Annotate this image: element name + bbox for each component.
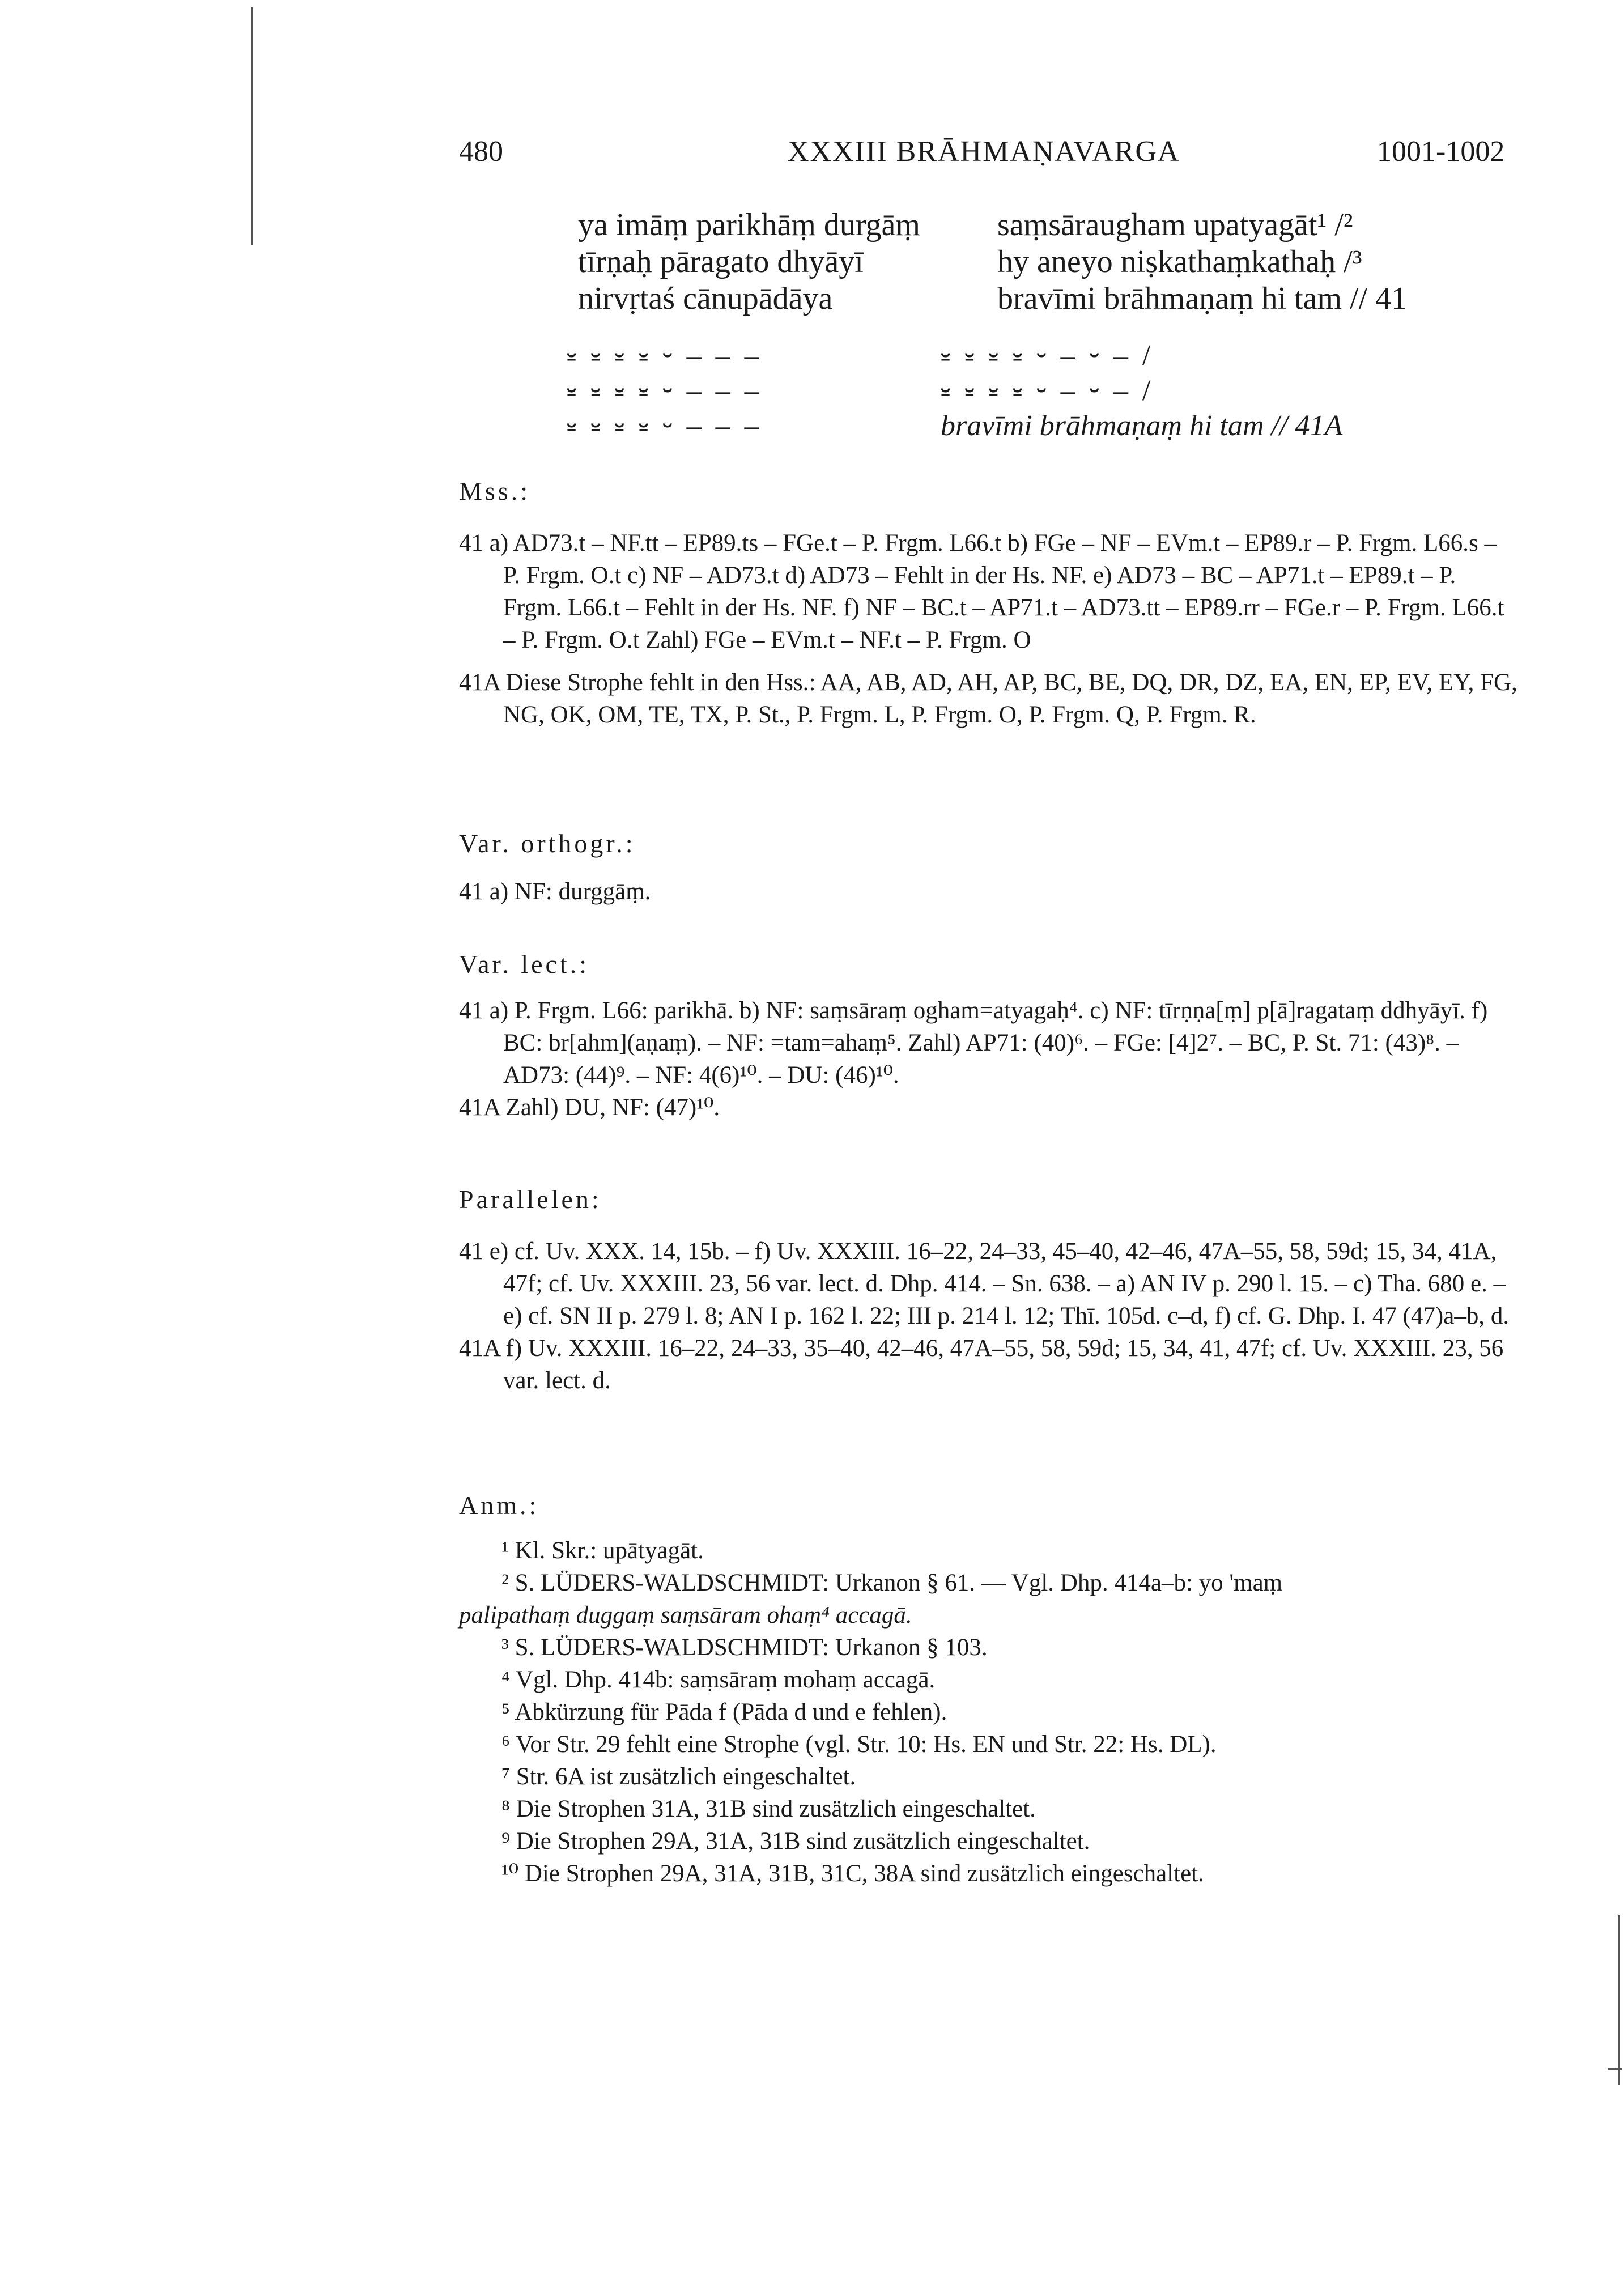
footnote: ⁷ Str. 6A ist zusätzlich eingeschaltet.	[501, 1763, 856, 1790]
verse-line: tīrṇaḥ pāragato dhyāyī hy aneyo niṣkathaṃkathaḥ /³	[578, 244, 1362, 279]
footnote: ⁵ Abkürzung für Pāda f (Pāda d und e fehlen).	[501, 1699, 947, 1725]
meter-line: ⏓ ⏓ ⏓ ⏓ ⏑ – – – bravīmi brāhmaṇaṃ hi tam // 41A	[567, 410, 1343, 442]
var-orthogr-block	[459, 875, 1519, 908]
parallelen-block	[459, 1235, 1519, 1397]
page-title: XXXIII BRĀHMAṆAVARGA	[788, 135, 1180, 168]
mss-41a: 41A Diese Strophe fehlt in den Hss.: AA, AB, AD, AH, AP, BC, BE, DQ, DR, DZ, EA, EN, EP, EV, EY, FG, NG, OK, OM, TE, TX, P. St., P. Frgm. L, P. Frgm. O, P. Frgm. Q, P. Frgm. R.	[459, 669, 1517, 728]
verse-line: nirvṛtaś cānupādāya bravīmi brāhmaṇaṃ hi tam // 41	[578, 281, 1408, 316]
scan-edge-mark	[251, 7, 253, 245]
verse-range: 1001-1002	[1377, 135, 1505, 168]
meter-line: ⏓ ⏓ ⏓ ⏓ ⏑ – – – ⏓ ⏓ ⏓ ⏓ ⏑ – ⏑ – /	[567, 375, 1154, 407]
section-heading-anm: Anm.:	[459, 1491, 539, 1520]
verse-line: ya imāṃ parikhāṃ durgāṃ saṃsāraugham upatyagāt¹ /²	[578, 207, 1353, 243]
footnote: ⁸ Die Strophen 31A, 31B sind zusätzlich eingeschaltet.	[501, 1796, 1036, 1822]
scan-edge-mark	[1618, 1915, 1620, 2085]
page-number: 480	[459, 135, 503, 168]
footnote: ¹⁰ Die Strophen 29A, 31A, 31B, 31C, 38A sind zusätzlich eingeschaltet.	[501, 1860, 1204, 1887]
mss-41: 41 a) AD73.t – NF.tt – EP89.ts – FGe.t – P. Frgm. L66.t b) FGe – NF – EVm.t – EP89.r – P. Frgm. L66.s – P. Frgm. O.t c) NF – AD73.t d) AD73 – Fehlt in der Hs. NF. e) AD73 – BC – AP71.t – EP89.t – P. Frgm. L66.t – Fehlt in der Hs. NF. f) NF – BC.t – AP71.t – AD73.tt – EP89.rr – FGe.r – P. Frgm. L66.t – P. Frgm. O.t Zahl) FGe – EVm.t – NF.t – P. Frgm. O	[459, 530, 1504, 653]
footnote: ¹ Kl. Skr.: upātyagāt.	[501, 1537, 704, 1564]
section-heading-parallelen: Parallelen:	[459, 1185, 602, 1214]
section-heading-var-orthogr: Var. orthogr.:	[459, 829, 636, 858]
footnote: ⁴ Vgl. Dhp. 414b: saṃsāraṃ mohaṃ accagā.	[501, 1666, 936, 1693]
section-heading-var-lect: Var. lect.:	[459, 950, 589, 979]
section-heading-mss: Mss.:	[459, 477, 530, 505]
footnote: ⁹ Die Strophen 29A, 31A, 31B sind zusätzlich eingeschaltet.	[501, 1828, 1090, 1855]
mss-block	[459, 527, 1519, 731]
scan-edge-mark	[1608, 2068, 1622, 2070]
var-lect-block	[459, 994, 1519, 1124]
footnote: ² S. LÜDERS-WALDSCHMIDT: Urkanon § 61. — Vgl. Dhp. 414a–b: yo 'maṃ	[501, 1570, 1283, 1596]
footnote-continuation: palipathaṃ duggaṃ saṃsāram ohaṃ⁴ accagā.	[459, 1602, 912, 1629]
footnote: ⁶ Vor Str. 29 fehlt eine Strophe (vgl. Str. 10: Hs. EN und Str. 22: Hs. DL).	[501, 1731, 1217, 1758]
meter-line: ⏓ ⏓ ⏓ ⏓ ⏑ – – – ⏓ ⏓ ⏓ ⏓ ⏑ – ⏑ – /	[567, 339, 1154, 372]
parallelen-41: 41 e) cf. Uv. XXX. 14, 15b. – f) Uv. XXXIII. 16–22, 24–33, 45–40, 42–46, 47A–55, 58, 59d; 15, 34, 41A, 47f; cf. Uv. XXXIII. 23, 56 var. lect. d. Dhp. 414. – Sn. 638. – a) AN IV p. 290 l. 15. – c) Tha. 680 e. – e) cf. SN II p. 279 l. 8; AN I p. 162 l. 22; III p. 214 l. 12; Thī. 105d. c–d, f) cf. G. Dhp. I. 47 (47)a–b, d.	[459, 1238, 1510, 1329]
footnote: ³ S. LÜDERS-WALDSCHMIDT: Urkanon § 103.	[501, 1634, 988, 1661]
var-orthogr-41: 41 a) NF: durggāṃ.	[459, 878, 651, 905]
var-lect-41a: 41A Zahl) DU, NF: (47)¹⁰.	[459, 1094, 720, 1121]
var-lect-41: 41 a) P. Frgm. L66: parikhā. b) NF: saṃsāraṃ ogham=atyagaḥ⁴. c) NF: tīrṇṇa[ṃ] p[ā]ragataṃ ddhyāyī. f) BC: br[ahm](aṇaṃ). – NF: =tam=ahaṃ⁵. Zahl) AP71: (40)⁶. – FGe: [4]2⁷. – BC, P. St. 71: (43)⁸. – AD73: (44)⁹. – NF: 4(6)¹⁰. – DU: (46)¹⁰.	[459, 997, 1488, 1089]
parallelen-41a: 41A f) Uv. XXXIII. 16–22, 24–33, 35–40, 42–46, 47A–55, 58, 59d; 15, 34, 41, 47f; cf. Uv. XXXIII. 23, 56 var. lect. d.	[459, 1335, 1504, 1394]
